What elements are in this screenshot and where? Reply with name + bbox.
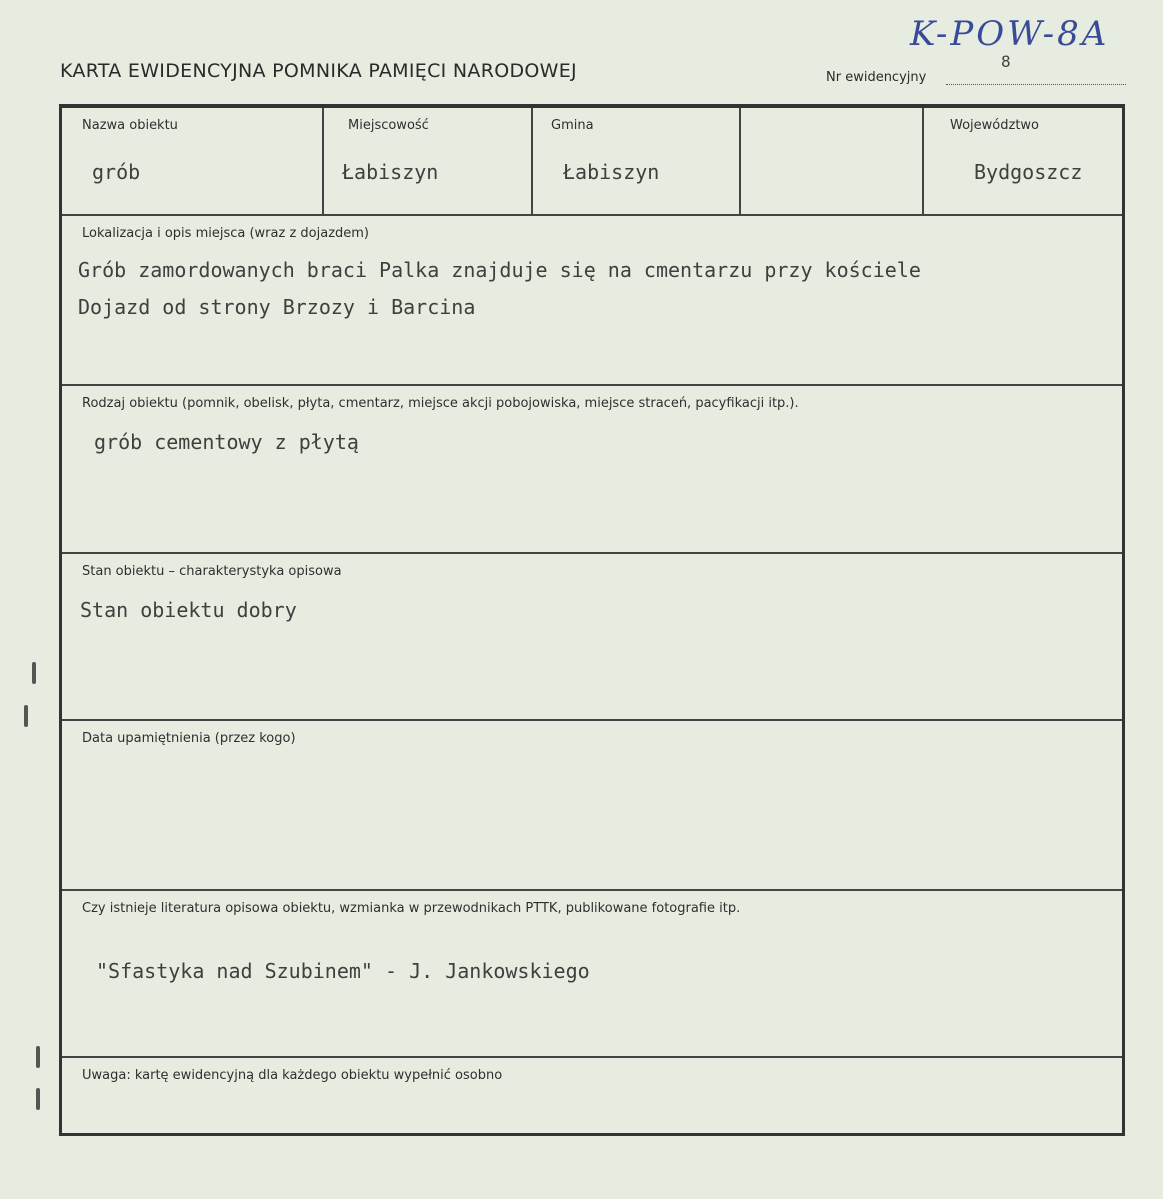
binding-mark xyxy=(36,1088,40,1110)
note-label: Uwaga: kartę ewidencyjną dla każdego obiektu wypełnić osobno xyxy=(82,1068,503,1083)
handwritten-reference: K-POW-8A xyxy=(910,14,1110,54)
voivodeship-cell xyxy=(924,108,1122,214)
commune-cell xyxy=(533,108,741,214)
commune-label: Gmina xyxy=(551,118,594,133)
location-section xyxy=(62,216,1122,386)
literature-label: Czy istnieje literatura opisowa obiektu, wzmianka w przewodnikach PTTK, publikowane fotografie itp. xyxy=(82,901,741,916)
object-condition-section xyxy=(62,554,1122,721)
locality-value: Łabiszyn xyxy=(342,160,439,184)
voivodeship-label: Województwo xyxy=(950,118,1040,133)
location-description-line2: Dojazd od strony Brzozy i Barcina xyxy=(78,295,476,319)
registration-number xyxy=(826,52,1126,90)
binding-mark xyxy=(36,1046,40,1068)
location-description-line1: Grób zamordowanych braci Palka znajduje się na cmentarzu przy kościele xyxy=(78,258,921,282)
commemoration-date-label: Data upamiętnienia (przez kogo) xyxy=(82,731,296,746)
object-name-label: Nazwa obiektu xyxy=(82,118,178,133)
note-section xyxy=(62,1058,1122,1134)
registration-number-line xyxy=(946,84,1126,85)
binding-mark xyxy=(32,662,36,684)
blank-cell xyxy=(741,108,924,214)
location-label: Lokalizacja i opis miejsca (wraz z dojazdem) xyxy=(82,226,369,241)
object-condition-label: Stan obiektu – charakterystyka opisowa xyxy=(82,564,342,579)
registration-number-label: Nr ewidencyjny xyxy=(826,70,927,85)
object-type-section xyxy=(62,386,1122,554)
commemoration-date-section xyxy=(62,721,1122,891)
form-table xyxy=(59,104,1125,1136)
object-condition-value: Stan obiektu dobry xyxy=(80,598,297,622)
object-type-label: Rodzaj obiektu (pomnik, obelisk, płyta, cmentarz, miejsce akcji pobojowiska, miejsce straceń, pacyfikacji itp.). xyxy=(82,396,799,411)
locality-label: Miejscowość xyxy=(348,118,429,133)
literature-section xyxy=(62,891,1122,1058)
binding-mark xyxy=(24,705,28,727)
voivodeship-value: Bydgoszcz xyxy=(974,160,1083,184)
object-type-value: grób cementowy z płytą xyxy=(94,430,359,454)
object-identification-row xyxy=(62,108,1122,216)
commune-value: Łabiszyn xyxy=(563,160,660,184)
object-name-value: grób xyxy=(92,160,141,184)
card-title: KARTA EWIDENCYJNA POMNIKA PAMIĘCI NARODOWEJ xyxy=(60,60,577,82)
object-name-cell xyxy=(62,108,324,214)
literature-value: "Sfastyka nad Szubinem" - J. Jankowskiego xyxy=(96,959,590,983)
registration-number-value: 8 xyxy=(1001,52,1011,71)
locality-cell xyxy=(324,108,533,214)
